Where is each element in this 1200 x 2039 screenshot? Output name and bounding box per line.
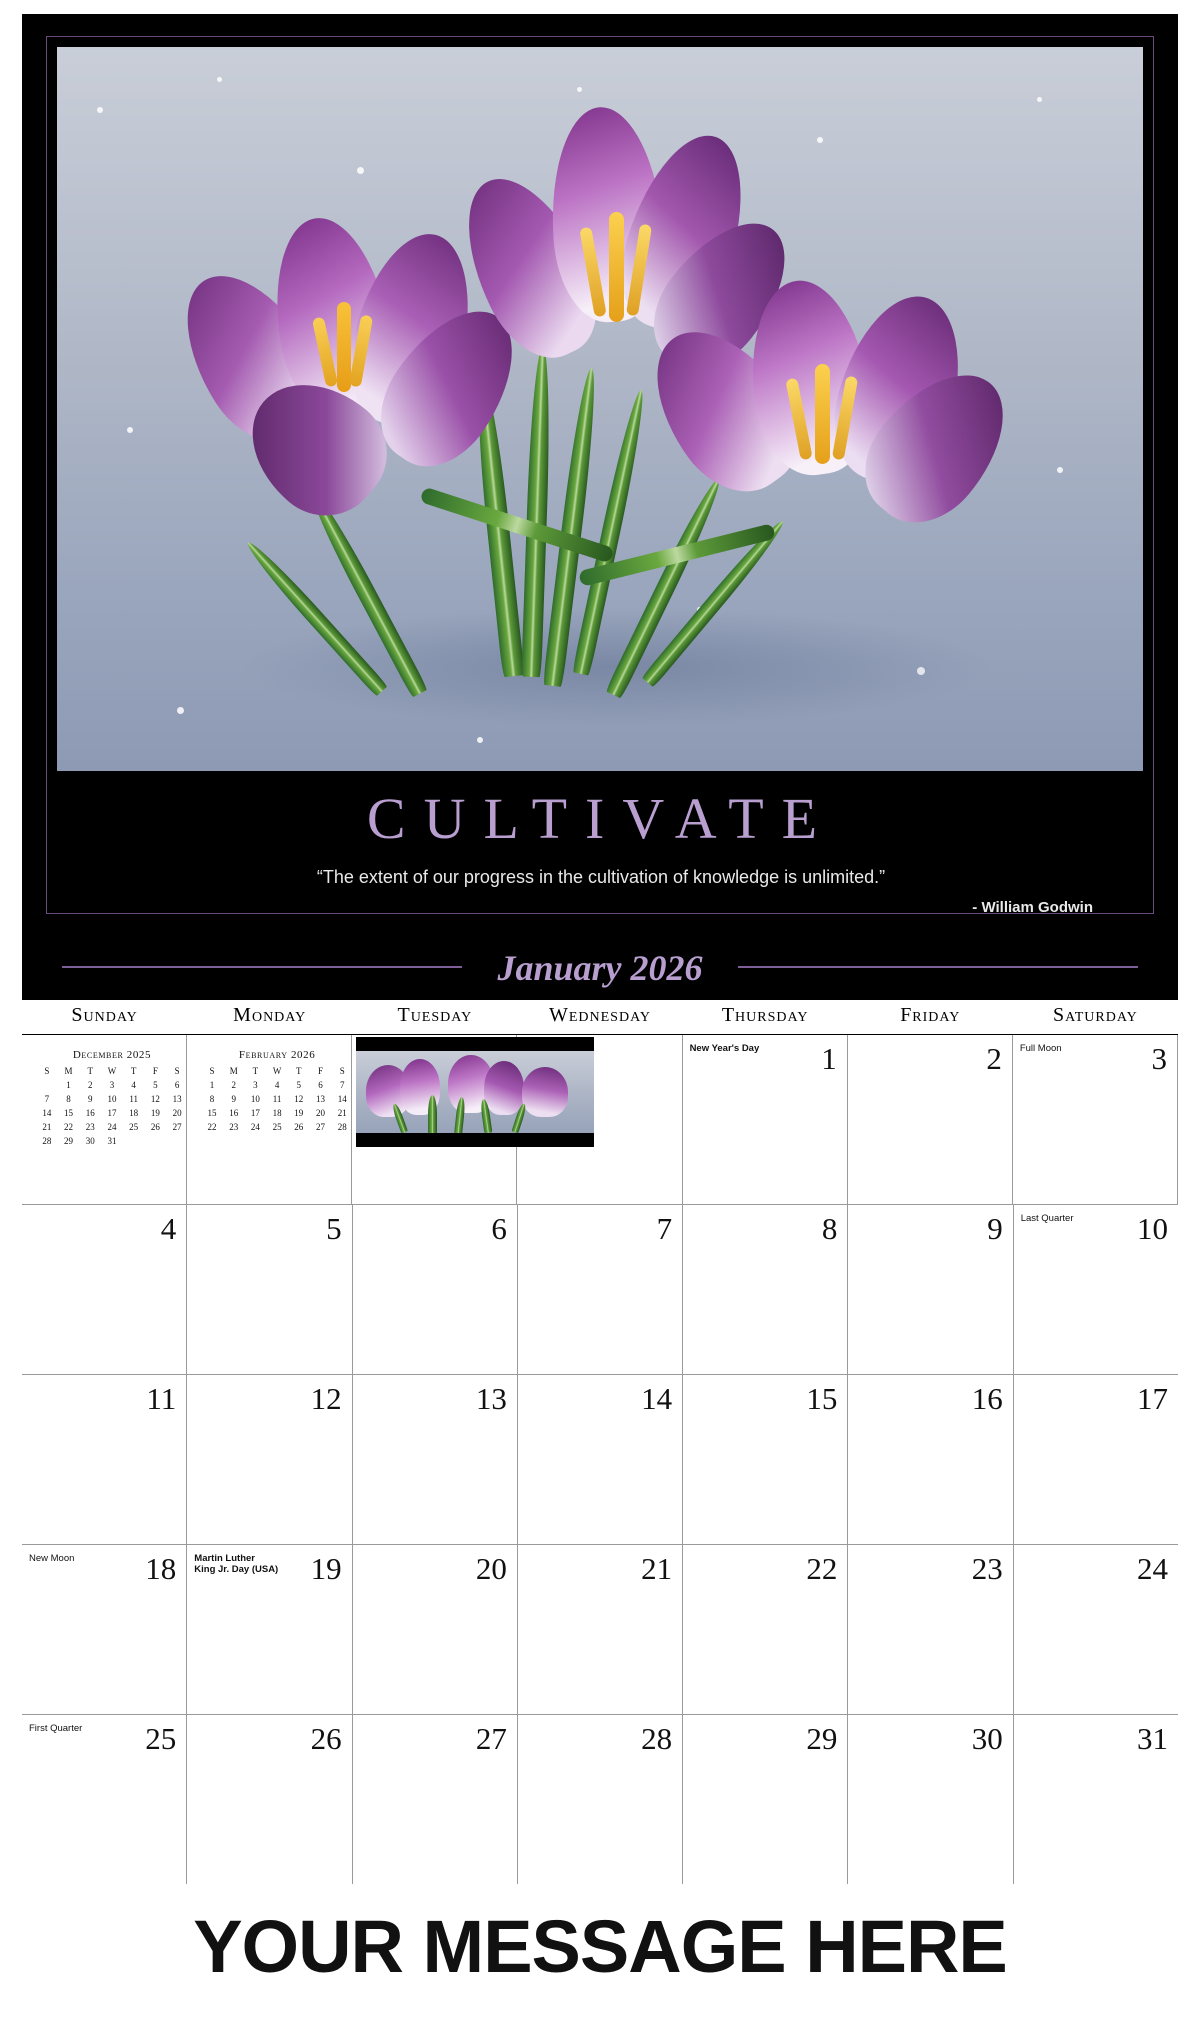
day-number: 9 — [987, 1211, 1003, 1246]
mini-day: 18 — [272, 1108, 282, 1118]
mini-day: 29 — [64, 1136, 74, 1146]
mini-day: 28 — [337, 1122, 347, 1132]
day-cell[interactable] — [683, 1715, 848, 1884]
day-number: 12 — [310, 1381, 342, 1416]
day-cell[interactable] — [353, 1205, 518, 1374]
mini-day: 13 — [316, 1094, 325, 1104]
mini-dow: T — [296, 1066, 302, 1076]
day-cell[interactable] — [353, 1375, 518, 1544]
mini-day: 1 — [66, 1080, 71, 1090]
poster-title: CULTIVATE — [366, 786, 836, 851]
mini-dow: W — [272, 1066, 282, 1076]
mini-day: 7 — [340, 1080, 345, 1090]
day-number: 5 — [326, 1211, 342, 1246]
day-cell[interactable] — [683, 1375, 848, 1544]
poster-attribution: - William Godwin — [972, 899, 1093, 916]
month-banner — [22, 934, 1178, 1000]
mini-day: 3 — [253, 1080, 258, 1090]
mini-day: 9 — [88, 1094, 93, 1104]
mini-dow: W — [107, 1066, 117, 1076]
mini-dow: S — [339, 1066, 345, 1076]
day-event: New Moon — [29, 1553, 75, 1564]
mini-day: 2 — [231, 1080, 236, 1090]
mini-day: 19 — [150, 1108, 160, 1118]
mini-day: 25 — [129, 1122, 139, 1132]
mini-dow: T — [87, 1066, 93, 1076]
mini-day: 21 — [337, 1108, 347, 1118]
day-number: 8 — [821, 1211, 838, 1246]
mini-day: 13 — [172, 1094, 182, 1104]
imprint-area — [22, 1890, 1178, 2025]
day-cell[interactable] — [683, 1545, 848, 1714]
mini-day: 26 — [294, 1122, 304, 1132]
mini-day: 30 — [85, 1136, 95, 1146]
mini-day: 5 — [296, 1080, 302, 1090]
day-cell[interactable] — [22, 1545, 187, 1714]
day-cell[interactable] — [518, 1715, 683, 1884]
day-event: First Quarter — [29, 1723, 83, 1734]
day-number: 15 — [806, 1381, 838, 1416]
day-number: 1 — [821, 1041, 837, 1076]
day-number: 2 — [986, 1041, 1002, 1076]
mini-day: 10 — [107, 1094, 117, 1104]
mini-day: 12 — [294, 1094, 304, 1104]
mini-day: 4 — [131, 1080, 136, 1090]
mini-day: 20 — [316, 1108, 325, 1118]
day-cell[interactable] — [22, 1375, 187, 1544]
mini-dow: F — [318, 1066, 324, 1076]
mini-day: 23 — [229, 1122, 239, 1132]
day-number: 26 — [310, 1721, 342, 1756]
mini-month-december — [36, 1049, 188, 1148]
day-number: 23 — [971, 1551, 1003, 1586]
calendar-grid — [22, 1000, 1178, 1882]
day-number: 7 — [656, 1211, 673, 1246]
day-event: Martin Luther King Jr. Day (USA) — [194, 1553, 279, 1575]
day-cell[interactable] — [1014, 1715, 1178, 1884]
mini-month-title: February 2026 — [238, 1049, 316, 1061]
mini-day: 24 — [250, 1122, 260, 1132]
mini-dow: S — [209, 1066, 215, 1076]
day-number: 16 — [971, 1381, 1003, 1416]
mini-day — [123, 1134, 145, 1148]
mini-month-title: December 2025 — [72, 1049, 152, 1061]
mini-day: 22 — [64, 1122, 74, 1132]
mini-day: 20 — [172, 1108, 182, 1118]
day-cell[interactable] — [1014, 1375, 1178, 1544]
mini-day: 19 — [294, 1108, 304, 1118]
day-event: Full Moon — [1019, 1043, 1062, 1054]
mini-day: 4 — [274, 1080, 280, 1090]
mini-day — [36, 1078, 58, 1092]
day-number: 18 — [145, 1551, 177, 1586]
mini-day: 11 — [129, 1094, 138, 1104]
day-cell[interactable] — [848, 1375, 1013, 1544]
day-cell[interactable] — [1014, 1205, 1178, 1374]
day-number: 17 — [1136, 1381, 1168, 1416]
mini-day: 5 — [153, 1080, 158, 1090]
weekday-header-row — [22, 1000, 1178, 1035]
day-cell[interactable] — [22, 1715, 187, 1884]
day-number: 24 — [1136, 1551, 1168, 1586]
day-cell[interactable] — [848, 1035, 1013, 1204]
weekday-header-friday: Friday — [900, 1004, 961, 1026]
poster-inner-border — [46, 36, 1154, 914]
day-cell[interactable] — [1013, 1035, 1178, 1204]
mini-day: 18 — [129, 1108, 139, 1118]
imprint-message: YOUR MESSAGE HERE — [193, 1905, 1007, 1988]
crocus-photo — [57, 47, 1143, 771]
day-number: 19 — [310, 1551, 342, 1586]
mini-day: 10 — [250, 1094, 260, 1104]
mini-day: 8 — [66, 1094, 71, 1104]
mini-day: 15 — [64, 1108, 74, 1118]
mini-day: 28 — [42, 1136, 52, 1146]
day-cell[interactable] — [22, 1035, 187, 1204]
day-number: 14 — [641, 1381, 673, 1416]
day-cell[interactable] — [353, 1715, 518, 1884]
day-number: 3 — [1151, 1041, 1167, 1076]
mini-dow: S — [44, 1066, 50, 1076]
day-event: Last Quarter — [1020, 1213, 1074, 1224]
day-cell[interactable] — [683, 1035, 848, 1204]
mini-dow: M — [229, 1066, 238, 1076]
day-cell[interactable] — [187, 1035, 352, 1204]
day-number: 27 — [475, 1721, 507, 1756]
day-number: 6 — [491, 1211, 507, 1246]
day-cell[interactable] — [187, 1715, 352, 1884]
inset-photo — [356, 1037, 594, 1147]
mini-day: 17 — [107, 1108, 117, 1118]
day-cell[interactable] — [1014, 1545, 1178, 1714]
mini-day: 27 — [172, 1122, 182, 1132]
day-cell[interactable] — [22, 1205, 187, 1374]
weekday-header-saturday: Saturday — [1053, 1004, 1138, 1026]
poster-panel — [22, 14, 1178, 934]
day-number: 28 — [641, 1721, 673, 1756]
day-cell[interactable] — [683, 1205, 848, 1374]
day-cell[interactable] — [187, 1375, 352, 1544]
mini-day: 9 — [231, 1094, 236, 1104]
day-number: 4 — [160, 1211, 177, 1246]
week-row — [22, 1715, 1178, 1884]
week-row — [22, 1545, 1178, 1715]
mini-day: 2 — [88, 1080, 93, 1090]
mini-dow: M — [64, 1066, 73, 1076]
weekday-header-thursday: Thursday — [721, 1004, 809, 1026]
mini-day — [145, 1134, 167, 1148]
mini-day: 14 — [337, 1094, 347, 1104]
day-cell[interactable] — [848, 1545, 1013, 1714]
mini-dow: T — [252, 1066, 259, 1076]
day-cell[interactable] — [848, 1205, 1013, 1374]
mini-day: 26 — [150, 1122, 160, 1132]
weekday-header-monday: Monday — [233, 1004, 307, 1026]
day-number: 22 — [806, 1551, 838, 1586]
day-event: New Year's Day — [689, 1043, 760, 1054]
day-number: 25 — [145, 1721, 177, 1756]
week-row — [22, 1205, 1178, 1375]
mini-dow: T — [130, 1066, 137, 1076]
month-title: January 2026 — [497, 948, 703, 988]
day-cell[interactable] — [187, 1545, 352, 1714]
weekday-header-wednesday: Wednesday — [548, 1004, 652, 1026]
day-number: 10 — [1136, 1211, 1168, 1246]
mini-day: 21 — [42, 1122, 52, 1132]
mini-dow: S — [174, 1066, 180, 1076]
day-number: 21 — [641, 1551, 673, 1586]
mini-month-table — [36, 1064, 188, 1148]
poster-quote: “The extent of our progress in the cultivation of knowledge is unlimited.” — [316, 867, 886, 887]
mini-day: 1 — [209, 1080, 215, 1090]
mini-month-february — [201, 1049, 353, 1134]
day-cell[interactable] — [518, 1545, 683, 1714]
day-cell[interactable] — [353, 1545, 518, 1714]
mini-day: 17 — [250, 1108, 260, 1118]
day-cell[interactable] — [518, 1205, 683, 1374]
weekday-header-sunday: Sunday — [71, 1004, 138, 1026]
day-number: 29 — [806, 1721, 838, 1756]
mini-day: 22 — [207, 1122, 217, 1132]
day-number: 31 — [1136, 1721, 1168, 1756]
mini-day: 27 — [316, 1122, 325, 1132]
mini-day: 31 — [107, 1136, 117, 1146]
mini-day: 25 — [272, 1122, 282, 1132]
mini-day: 6 — [174, 1080, 180, 1090]
mini-day: 23 — [85, 1122, 95, 1132]
day-cell[interactable] — [518, 1375, 683, 1544]
week-row — [22, 1375, 1178, 1545]
calendar-weeks — [22, 1035, 1178, 1884]
mini-day: 3 — [109, 1080, 115, 1090]
mini-day: 16 — [85, 1108, 95, 1118]
day-number: 20 — [475, 1551, 507, 1586]
day-number: 13 — [475, 1381, 507, 1416]
mini-day: 7 — [44, 1094, 50, 1104]
mini-day: 6 — [318, 1080, 323, 1090]
mini-day: 24 — [107, 1122, 117, 1132]
day-number: 30 — [971, 1721, 1003, 1756]
mini-day: 16 — [229, 1108, 239, 1118]
day-number: 11 — [146, 1381, 177, 1416]
mini-day: 8 — [209, 1094, 215, 1104]
weekday-header-tuesday: Tuesday — [397, 1004, 473, 1026]
mini-day: 15 — [207, 1108, 217, 1118]
mini-month-table — [201, 1064, 353, 1134]
mini-day: 14 — [42, 1108, 52, 1118]
day-cell[interactable] — [848, 1715, 1013, 1884]
mini-day — [166, 1134, 188, 1148]
mini-day: 12 — [150, 1094, 160, 1104]
mini-dow: F — [152, 1066, 158, 1076]
day-cell[interactable] — [187, 1205, 352, 1374]
mini-day: 11 — [272, 1094, 282, 1104]
week-row — [22, 1035, 1178, 1205]
